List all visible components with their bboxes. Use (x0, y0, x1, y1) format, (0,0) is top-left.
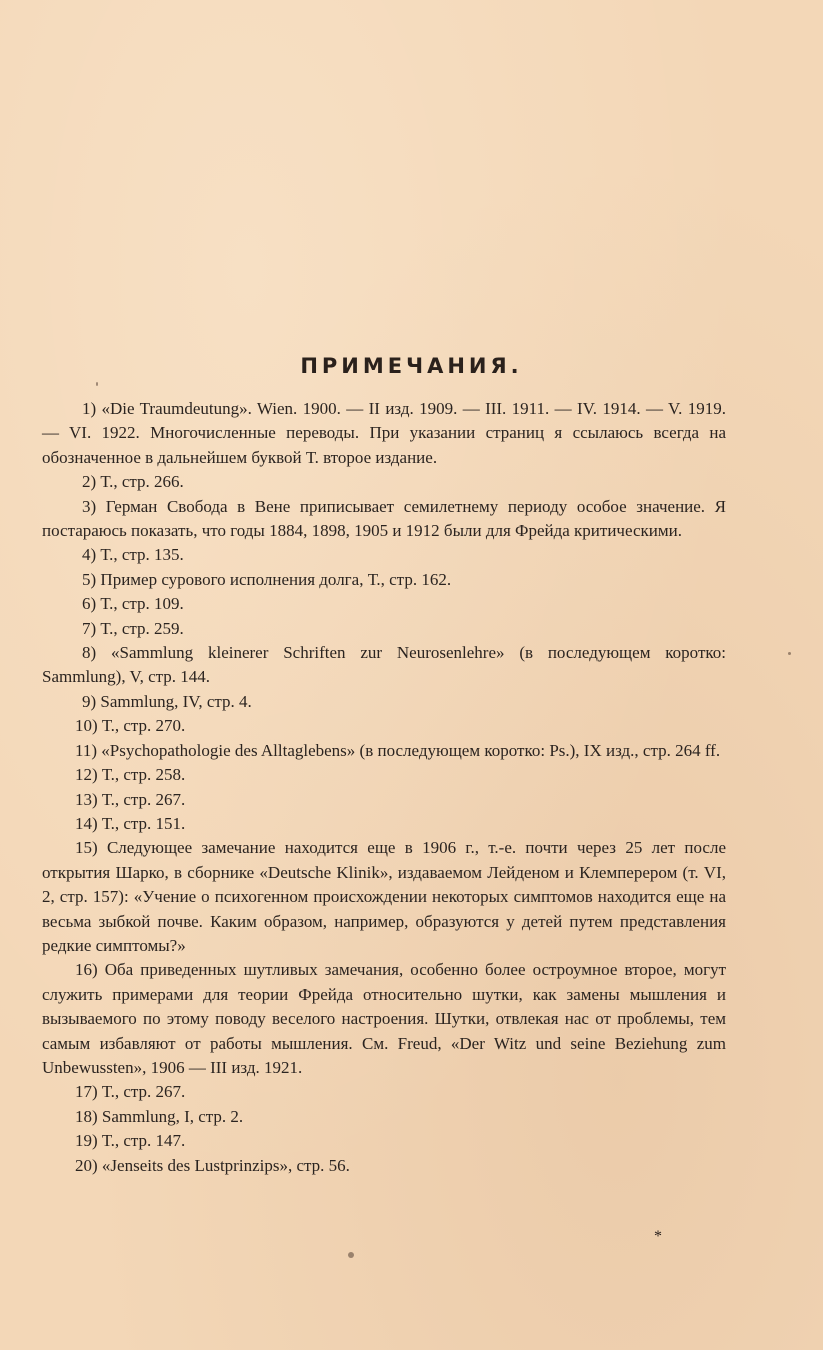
note-5: 5) Пример сурового исполнения долга, Т., стр. 162. (82, 569, 452, 589)
note-7: 7) Т., стр. 259. (82, 618, 184, 638)
note-8: 8) «Sammlung kleinerer Schriften zur Neurosenlehre» (в последующем коротко: Sammlung), V, стр. 144. (42, 643, 726, 687)
note-11: 11) «Psychopathologie des Alltaglebens» (в последующем коротко: Ps.), IX изд., стр. 264 ff. (75, 740, 721, 760)
paper-speck (348, 1252, 354, 1258)
note-4: 4) Т., стр. 135. (82, 545, 184, 565)
note-13: 13) Т., стр. 267. (75, 789, 186, 809)
note-12: 12) Т., стр. 258. (75, 765, 186, 785)
note-19: 19) Т., стр. 147. (75, 1131, 186, 1151)
notes-list (42, 397, 726, 1178)
note-20: 20) «Jenseits des Lustprinzips», стр. 56. (75, 1155, 350, 1175)
note-14: 14) Т., стр. 151. (75, 813, 186, 833)
note-10: 10) Т., стр. 270. (75, 716, 186, 736)
paper-speck (788, 652, 791, 655)
paper-speck (96, 382, 98, 386)
note-2: 2) Т., стр. 266. (82, 472, 184, 492)
note-16: 16) Оба приведенных шутливых замечания, особенно более остроумное второе, могут служить примерами для теории Фрейда относительно шутки, как замены мышления и вызываемого по этому поводу веселого настроения. Шутки, отвлекая нас от проблемы, тем самым избавляют от работы мышления. См. Freud, «Der Witz und seine Beziehung zum Unbewussten», 1906 — III изд. 1921. (42, 960, 726, 1077)
note-6: 6) Т., стр. 109. (82, 594, 184, 614)
note-9: 9) Sammlung, IV, стр. 4. (82, 691, 252, 711)
note-1: 1) «Die Traumdeutung». Wien. 1900. — II изд. 1909. — III. 1911. — IV. 1914. — V. 1919. — VI. 1922. Многочисленные переводы. При указании страниц я ссылаюсь всегда на обозначенное в дальнейшем буквой Т. второе издание. (42, 399, 726, 467)
note-3: 3) Герман Свобода в Вене приписывает семилетнему периоду особое значение. Я постараюсь показать, что годы 1884, 1898, 1905 и 1912 были для Фрейда критическими. (42, 496, 726, 541)
note-17: 17) Т., стр. 267. (75, 1082, 186, 1102)
footer-asterisk: * (654, 1228, 662, 1245)
page-title: ПРИМЕЧАНИЯ. (300, 354, 523, 378)
note-18: 18) Sammlung, I, стр. 2. (75, 1106, 244, 1126)
note-15: 15) Следующее замечание находится еще в 1906 г., т.-е. почти через 25 лет после открытия Шарко, в сборнике «Deutsche Klinik», издаваемом Лейденом и Клемперером (т. VI, 2, стр. 157): «Учение о психогенном происхождении некоторых симптомов находится еще на весьма зыбкой почве. Каким образом, например, образуются у детей путем представления редкие симптомы?» (42, 838, 726, 955)
